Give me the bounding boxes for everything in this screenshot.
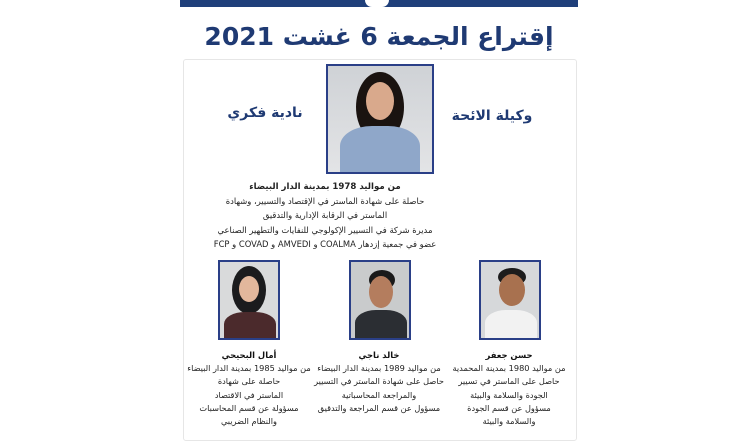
face xyxy=(239,276,259,302)
featured-bio-line: الماستر في الرقابة الإدارية والتدقيق xyxy=(262,210,388,221)
candidate-photo-khalid xyxy=(349,260,411,340)
candidate-bio-line: والنظام الضريبي xyxy=(220,416,278,427)
shirt xyxy=(485,310,537,338)
candidate-name: خالد ناجي xyxy=(358,350,400,360)
candidate-name: حسن جعفر xyxy=(485,350,533,360)
featured-bio xyxy=(190,180,460,251)
featured-blouse xyxy=(340,126,420,172)
face xyxy=(369,276,393,308)
candidate-bio-line: من مواليد 1989 بمدينة الدار البيضاء xyxy=(317,363,441,373)
featured-bio-line: حاصلة على شهادة الماستر في الإقتصاد والتسيير، وشهادة xyxy=(225,196,425,207)
header-logo-notch xyxy=(365,0,389,7)
jacket xyxy=(224,312,276,338)
featured-bio-line: من مواليد 1978 بمدينة الدار البيضاء xyxy=(249,182,401,192)
candidate-bio-line: حاصل على شهادة الماستر في التسيير xyxy=(314,376,444,387)
candidate-bio-line: حاصل على الماستر في تسيير xyxy=(458,376,560,387)
featured-name: نادية فكري xyxy=(227,105,303,121)
shirt xyxy=(355,310,407,338)
candidate-bio-line: مسؤول عن قسم الجودة xyxy=(467,402,551,413)
candidate-photo-hassan xyxy=(479,260,541,340)
candidate-bio-line: والسلامة والبيئة xyxy=(482,416,536,427)
featured-bio-line: مديرة شركة في التسيير الإكولوجي للنفايات والتطهير الصناعي xyxy=(217,224,433,235)
candidate-bio-line: مسؤولة عن قسم المحاسبات xyxy=(199,402,299,413)
candidate-bio-line: الجودة والسلامة والبيئة xyxy=(470,389,548,400)
candidate-bio-line: من مواليد 1985 بمدينة الدار البيضاء xyxy=(187,363,311,373)
candidate-bio-line: من مواليد 1980 بمدينة المحمدية xyxy=(452,363,566,373)
candidate-amal xyxy=(184,345,314,428)
face xyxy=(499,274,525,306)
candidate-name: أمال البحيحي xyxy=(221,350,277,360)
featured-bio-line: عضو في جمعية إزدهار COALMA و AMVEDI و COVAD و FCP xyxy=(213,238,437,249)
candidate-hassan xyxy=(444,345,574,428)
candidate-bio-line: مسؤول عن قسم المراجعة والتدقيق xyxy=(317,402,441,413)
page-title: إقتراع الجمعة 6 غشت 2021 xyxy=(204,22,554,51)
featured-face xyxy=(366,82,394,120)
candidate-bio-line: حاصلة على شهادة xyxy=(217,376,281,387)
candidate-photo-amal xyxy=(218,260,280,340)
candidate-bio-line: والمراجعة المحاسباتية xyxy=(341,389,417,400)
candidate-bio-line: الماستر في الاقتصاد xyxy=(214,389,284,400)
featured-role: وكيلة الائحة xyxy=(451,108,533,124)
featured-photo xyxy=(326,64,434,174)
candidate-khalid xyxy=(314,345,444,415)
